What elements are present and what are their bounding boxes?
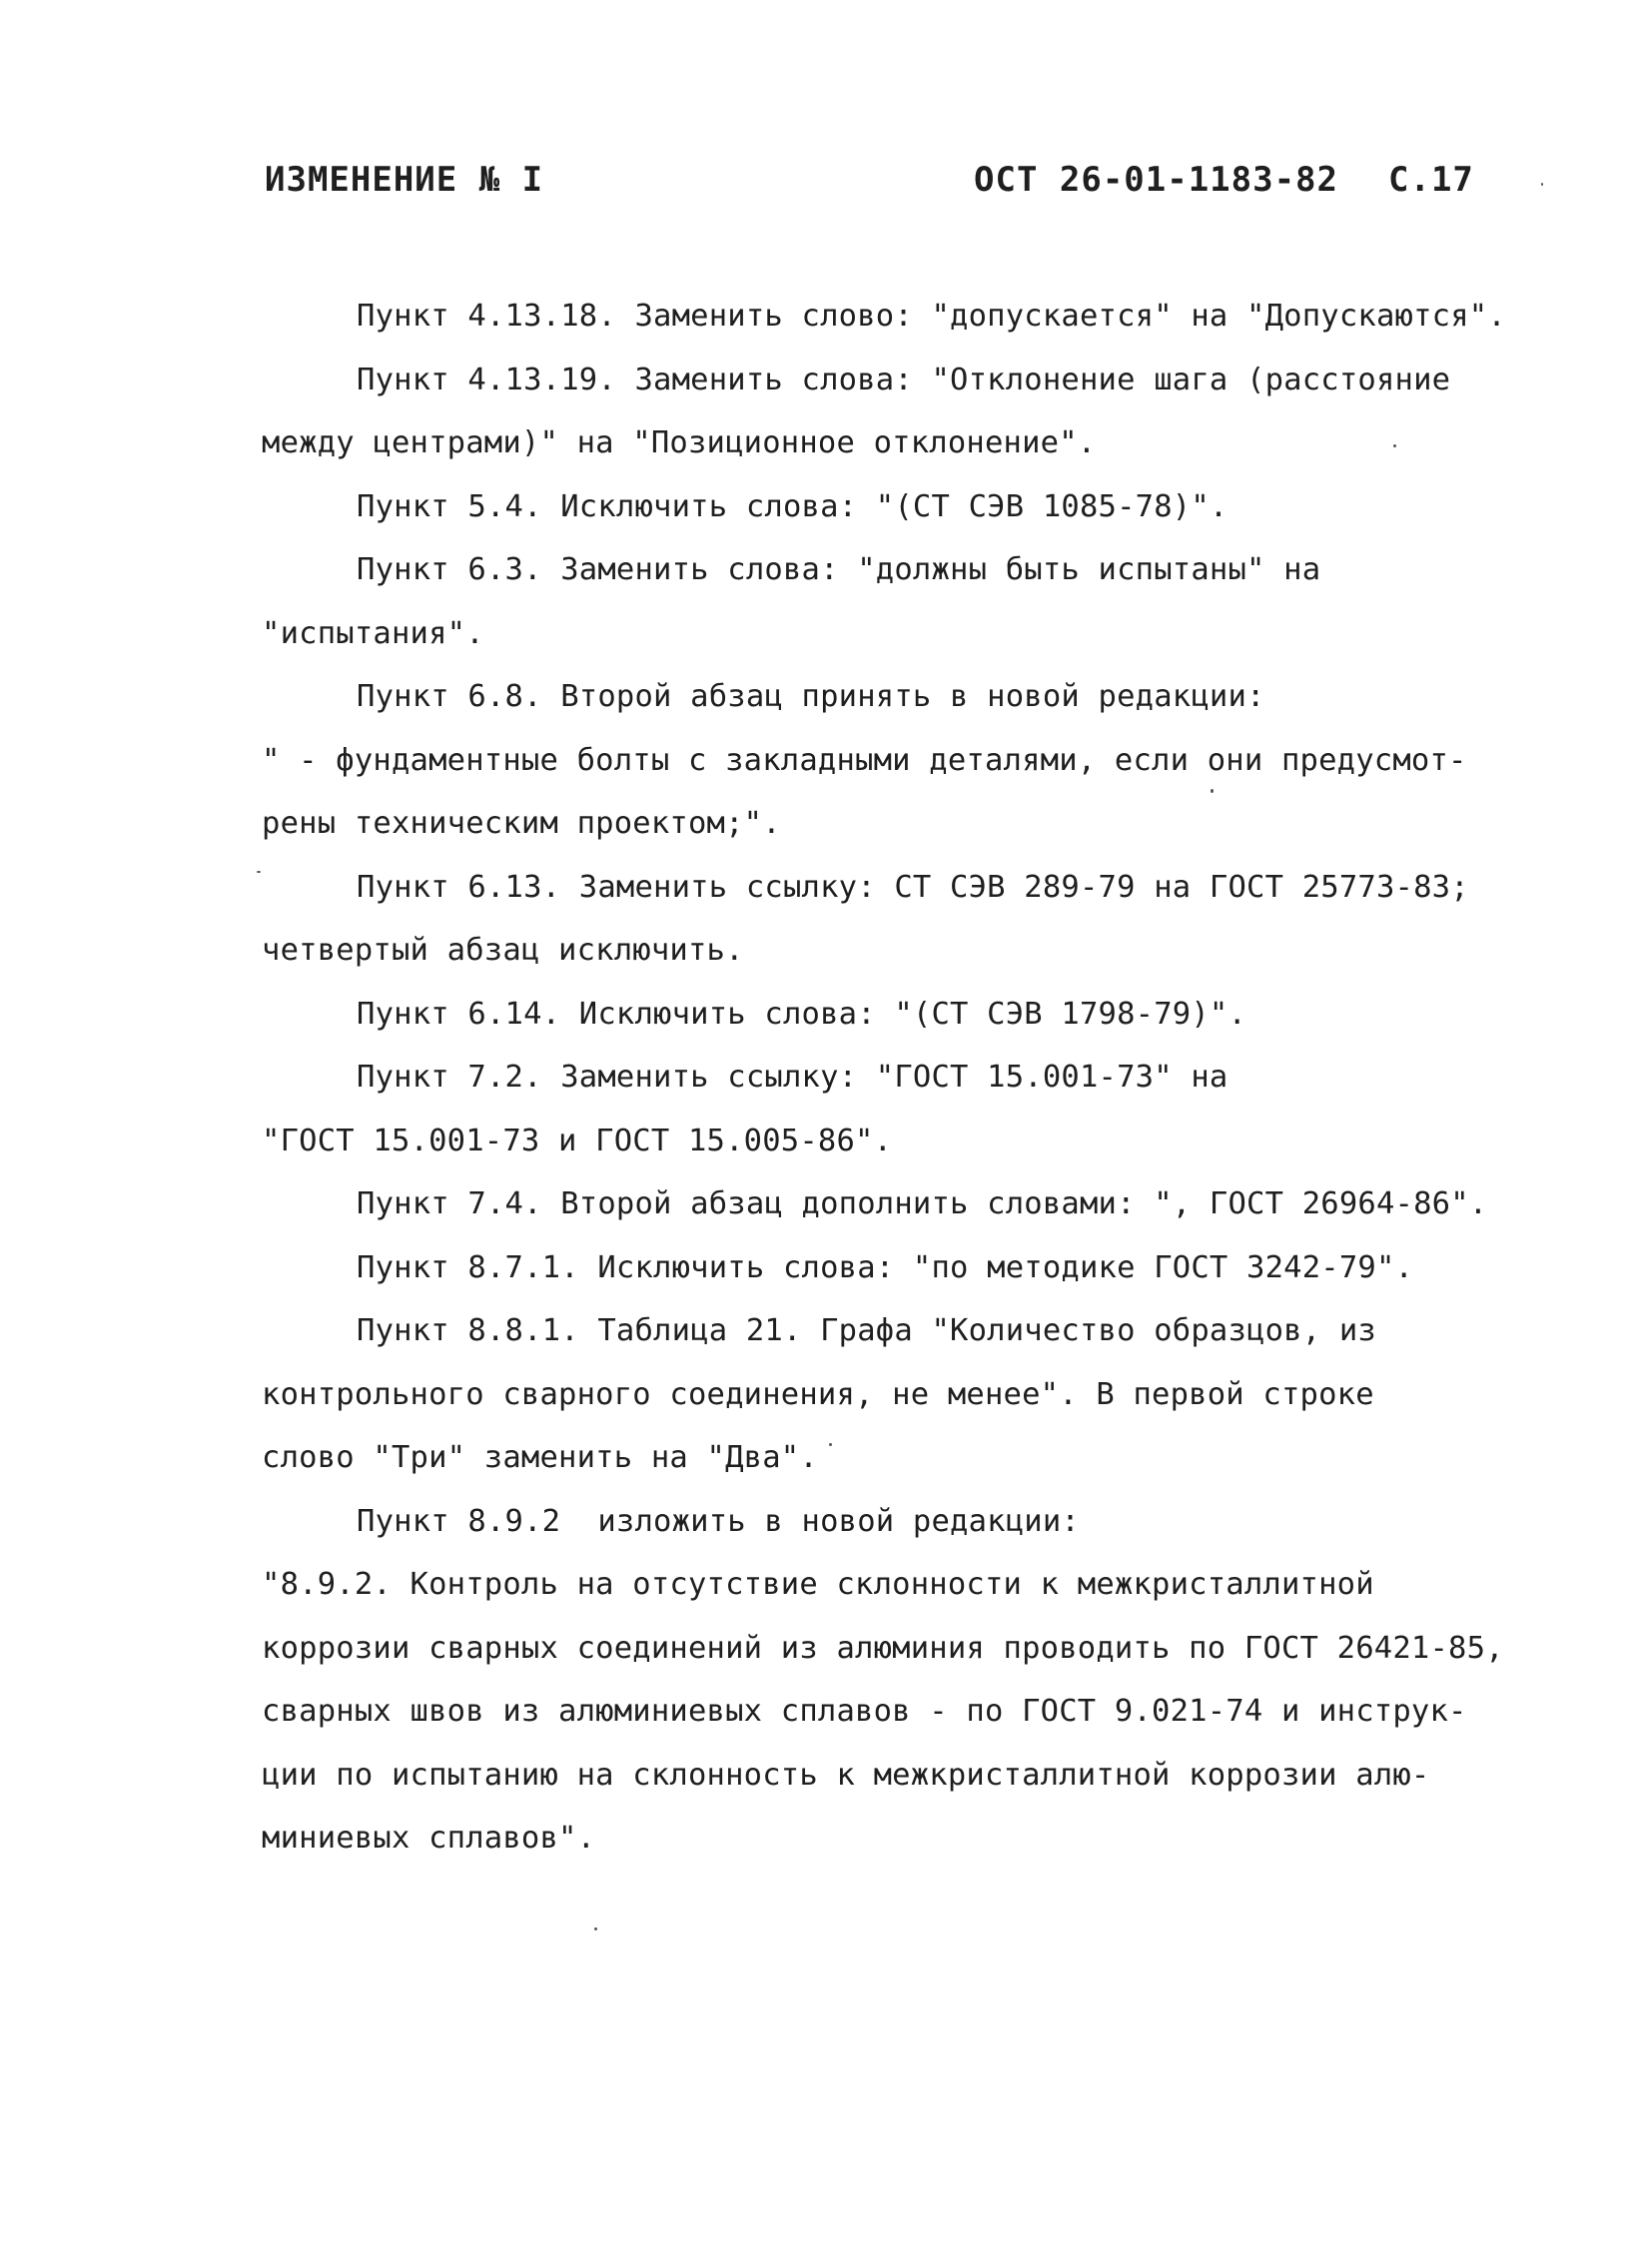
text-line: Пункт 6.13. Заменить ссылку: СТ СЭВ 289-79 на ГОСТ 25773-83;: [357, 869, 1469, 905]
text-line: между центрами)" на "Позиционное отклонение".: [262, 425, 1097, 460]
text-line: Пункт 5.4. Исключить слова: "(СТ СЭВ 1085-78)".: [357, 488, 1229, 524]
text-line: Пункт 6.3. Заменить слова: "должны быть испытаны" на: [357, 552, 1321, 587]
text-line: Пункт 4.13.18. Заменить слово: "допускается" на "Допускаются".: [357, 299, 1506, 334]
text-line: Пункт 4.13.19. Заменить слова: "Отклонение шага (расстояние: [357, 362, 1451, 397]
text-line: рены техническим проектом;".: [262, 806, 781, 841]
scan-speck: [1211, 789, 1214, 793]
scan-speck: [829, 1443, 832, 1446]
text-line: Пункт 6.14. Исключить слова: "(СТ СЭВ 1798-79)".: [357, 996, 1247, 1032]
text-line: Пункт 7.2. Заменить ссылку: "ГОСТ 15.001-73" на: [357, 1060, 1229, 1095]
text-line: "8.9.2. Контроль на отсутствие склонности к межкристаллитной: [262, 1567, 1374, 1602]
text-line: Пункт 8.8.1. Таблица 21. Графа "Количество образцов, из: [357, 1313, 1376, 1348]
text-line: контрольного сварного соединения, не менее". В первой строке: [262, 1376, 1374, 1412]
text-line: миниевых сплавов".: [262, 1821, 596, 1856]
page-header: [0, 160, 1639, 210]
text-line: коррозии сварных соединений из алюминия проводить по ГОСТ 26421-85,: [262, 1630, 1504, 1666]
page-number: С.17: [1388, 160, 1474, 200]
document-body: [262, 285, 1570, 1871]
scan-speck: [257, 871, 261, 873]
text-line: четвертый абзац исключить.: [262, 933, 744, 968]
change-number: ИЗМЕНЕНИЕ № I: [265, 160, 544, 200]
document-code: ОСТ 26-01-1183-82: [974, 160, 1338, 200]
text-line: Пункт 6.8. Второй абзац принять в новой редакции:: [357, 679, 1265, 714]
scan-speck: [1393, 444, 1396, 447]
text-line: сварных швов из алюминиевых сплавов - по ГОСТ 9.021-74 и инструк-: [262, 1694, 1467, 1729]
text-line: Пункт 7.4. Второй абзац дополнить словами: ", ГОСТ 26964-86".: [357, 1186, 1488, 1221]
scan-speck: [1541, 183, 1543, 186]
text-line: Пункт 8.9.2 изложить в новой редакции:: [357, 1503, 1080, 1539]
text-line: "ГОСТ 15.001-73 и ГОСТ 15.005-86".: [262, 1123, 893, 1158]
scan-speck: [594, 1927, 597, 1930]
text-line: "испытания".: [262, 615, 484, 651]
text-line: ции по испытанию на склонность к межкристаллитной коррозии алю-: [262, 1757, 1430, 1793]
text-line: " - фундаментные болты с закладными деталями, если они предусмот-: [262, 742, 1467, 778]
text-line: Пункт 8.7.1. Исключить слова: "по методике ГОСТ 3242-79".: [357, 1249, 1414, 1285]
text-line: слово "Три" заменить на "Два".: [262, 1440, 818, 1475]
